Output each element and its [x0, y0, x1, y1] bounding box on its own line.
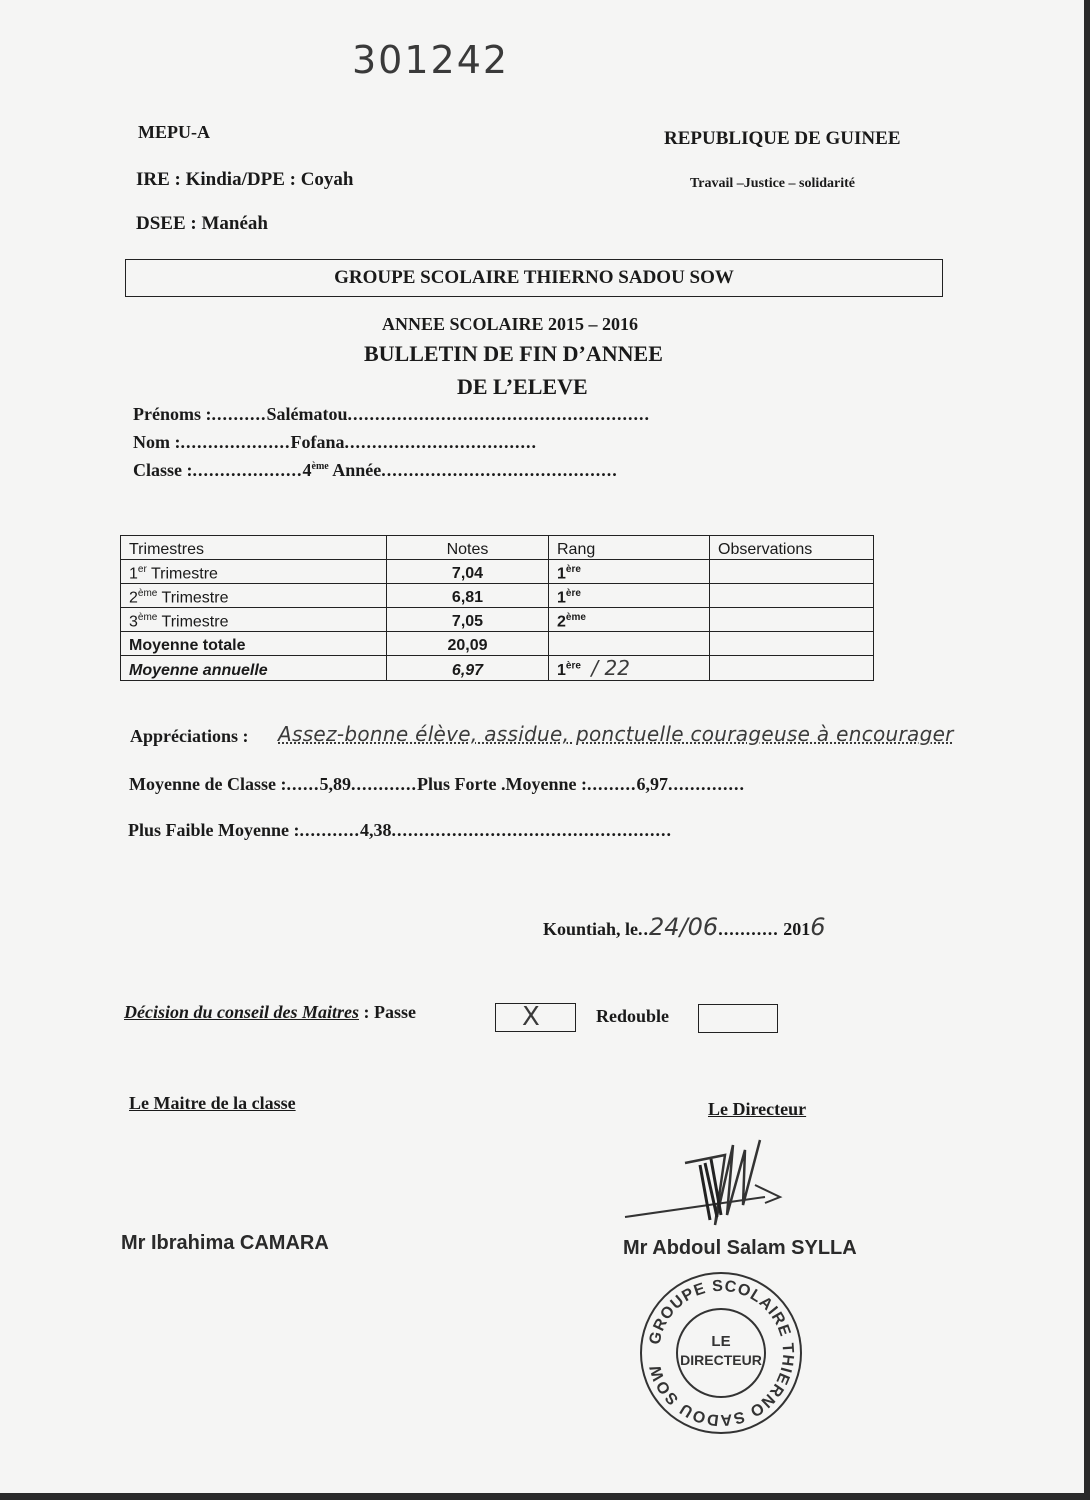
directeur-title: Le Directeur — [708, 1099, 807, 1119]
table-header-row — [121, 536, 874, 560]
row-obs — [710, 632, 874, 656]
row-label — [121, 584, 387, 608]
dot-leader: ......... — [586, 774, 637, 794]
passe-mark: X — [522, 1002, 540, 1032]
rang-sup: ère — [565, 563, 581, 575]
row-obs — [710, 584, 874, 608]
scan-edge-right — [1084, 0, 1090, 1500]
row-obs — [710, 608, 874, 632]
passe-label: : Passe — [363, 1002, 417, 1022]
rang-num: 1 — [557, 589, 566, 606]
header-rang: Rang — [549, 536, 710, 560]
table-row — [121, 632, 874, 656]
row-label-sup: er — [137, 563, 147, 575]
stamp-center-line1: LE — [711, 1333, 731, 1350]
row-label-num: 2 — [129, 589, 138, 606]
row-rang — [549, 632, 710, 656]
maitre-name: Mr Ibrahima CAMARA — [121, 1232, 329, 1254]
header-observations: Observations — [710, 536, 874, 560]
school-year: ANNEE SCOLAIRE 2015 – 2016 — [382, 314, 639, 334]
student-nom — [133, 432, 537, 453]
dot-leader: .......... — [211, 404, 267, 424]
header-dsee: DSEE : Manéah — [136, 213, 268, 234]
redouble-label: Redouble — [596, 1006, 670, 1026]
row-rang — [549, 560, 710, 584]
dot-leader: .................... — [192, 460, 303, 480]
rang-sup: ère — [565, 660, 581, 672]
maitre-title: Le Maitre de la classe — [129, 1093, 296, 1113]
grades-table — [120, 535, 874, 681]
classe-sup: ème — [311, 461, 329, 472]
school-stamp — [636, 1268, 806, 1438]
redouble-checkbox[interactable] — [698, 1004, 778, 1033]
row-obs — [710, 560, 874, 584]
dot-leader: ...... — [286, 774, 320, 794]
plus-forte-label: Plus Forte .Moyenne : — [416, 774, 587, 794]
scan-edge-bottom — [0, 1493, 1090, 1500]
row-label-num: 3 — [129, 613, 138, 630]
dot-leader: ................................... — [344, 432, 537, 452]
dot-leader: ........... — [299, 820, 360, 840]
date-handwritten: 24/06 — [649, 913, 719, 941]
appreciations-label: Appréciations : — [130, 726, 249, 746]
classe-num: 4 — [302, 460, 312, 480]
place-label: Kountiah, le — [543, 919, 639, 939]
row-rang — [549, 608, 710, 632]
header-ire: IRE : Kindia/DPE : Coyah — [136, 169, 354, 190]
year-handwritten: 6 — [810, 913, 826, 941]
rang-sup: ère — [565, 587, 581, 599]
student-prenoms — [133, 404, 650, 425]
year-prefix: 201 — [783, 919, 811, 939]
header-trimestres: Trimestres — [121, 536, 387, 560]
dot-leader: ....................................................... — [347, 404, 650, 424]
classe-label: Classe : — [133, 460, 193, 480]
student-classe — [133, 460, 618, 481]
row-label-text: Trimestre — [161, 613, 229, 630]
nom-label: Nom : — [133, 432, 181, 452]
row-note: 7,05 — [387, 608, 549, 632]
row-label: Moyenne totale — [121, 632, 387, 656]
row-obs — [710, 656, 874, 681]
row-label-sup: ème — [137, 587, 158, 599]
bulletin-subtitle: DE L’ELEVE — [457, 374, 588, 399]
dot-leader: .. — [638, 919, 650, 939]
table-row — [121, 608, 874, 632]
school-name: GROUPE SCOLAIRE THIERNO SADOU SOW — [334, 267, 734, 288]
moyenne-classe-value: 5,89 — [319, 774, 351, 794]
table-row — [121, 560, 874, 584]
dot-leader: ................................................... — [391, 820, 672, 840]
row-note: 20,09 — [387, 632, 549, 656]
row-label: Moyenne annuelle — [121, 656, 387, 681]
moyenne-classe-label: Moyenne de Classe : — [129, 774, 287, 794]
decision-line — [124, 1002, 416, 1023]
rang-num: 2 — [557, 613, 566, 630]
plus-faible-label: Plus Faible Moyenne : — [128, 820, 300, 840]
row-label-sup: ème — [137, 611, 158, 623]
row-note: 6,81 — [387, 584, 549, 608]
stamp-ring-text: GROUPE SCOLAIRE THIERNO SADOU SOW — [646, 1277, 797, 1429]
date-line — [543, 913, 825, 941]
plus-forte-value: 6,97 — [636, 774, 668, 794]
dot-leader: .............. — [667, 774, 745, 794]
stamp-center-line2: DIRECTEUR — [680, 1352, 762, 1368]
plus-faible-line — [128, 820, 672, 841]
rang-handwritten: / 22 — [591, 656, 630, 680]
directeur-name: Mr Abdoul Salam SYLLA — [623, 1237, 857, 1259]
dot-leader: ........... — [718, 919, 779, 939]
prenoms-label: Prénoms : — [133, 404, 212, 424]
table-row — [121, 656, 874, 681]
prenoms-value: Salématou — [266, 404, 348, 424]
nom-value: Fofana — [290, 432, 345, 452]
classe-rest: Année — [332, 460, 382, 480]
plus-faible-value: 4,38 — [360, 820, 392, 840]
directeur-signature — [615, 1125, 795, 1235]
row-label-text: Trimestre — [150, 565, 218, 582]
table-row — [121, 584, 874, 608]
rang-num: 1 — [557, 565, 566, 582]
row-rang — [549, 656, 710, 681]
header-ministry: MEPU-A — [138, 122, 210, 142]
row-note: 7,04 — [387, 560, 549, 584]
dot-leader: .................... — [180, 432, 291, 452]
row-rang — [549, 584, 710, 608]
row-label-num: 1 — [129, 565, 138, 582]
bulletin-title: BULLETIN DE FIN D’ANNEE — [364, 341, 663, 366]
moyenne-classe-line — [129, 774, 745, 795]
document-number: 301242 — [352, 38, 510, 82]
dot-leader: ........................................... — [381, 460, 618, 480]
header-motto: Travail –Justice – solidarité — [690, 176, 855, 191]
passe-checkbox[interactable] — [495, 1003, 576, 1032]
appreciations-line — [130, 726, 249, 747]
row-label-text: Trimestre — [161, 589, 229, 606]
header-notes: Notes — [387, 536, 549, 560]
dot-leader: ............ — [350, 774, 417, 794]
header-country: REPUBLIQUE DE GUINEE — [664, 128, 901, 149]
row-note: 6,97 — [387, 656, 549, 681]
rang-sup: ème — [565, 611, 586, 623]
row-label — [121, 560, 387, 584]
rang-num: 1 — [557, 662, 566, 679]
row-label — [121, 608, 387, 632]
school-name-box — [125, 259, 943, 297]
appreciations-value: Assez-bonne élève, assidue, ponctuelle courageuse à encourager — [278, 722, 954, 746]
decision-label: Décision du conseil des Maitres — [124, 1002, 360, 1022]
